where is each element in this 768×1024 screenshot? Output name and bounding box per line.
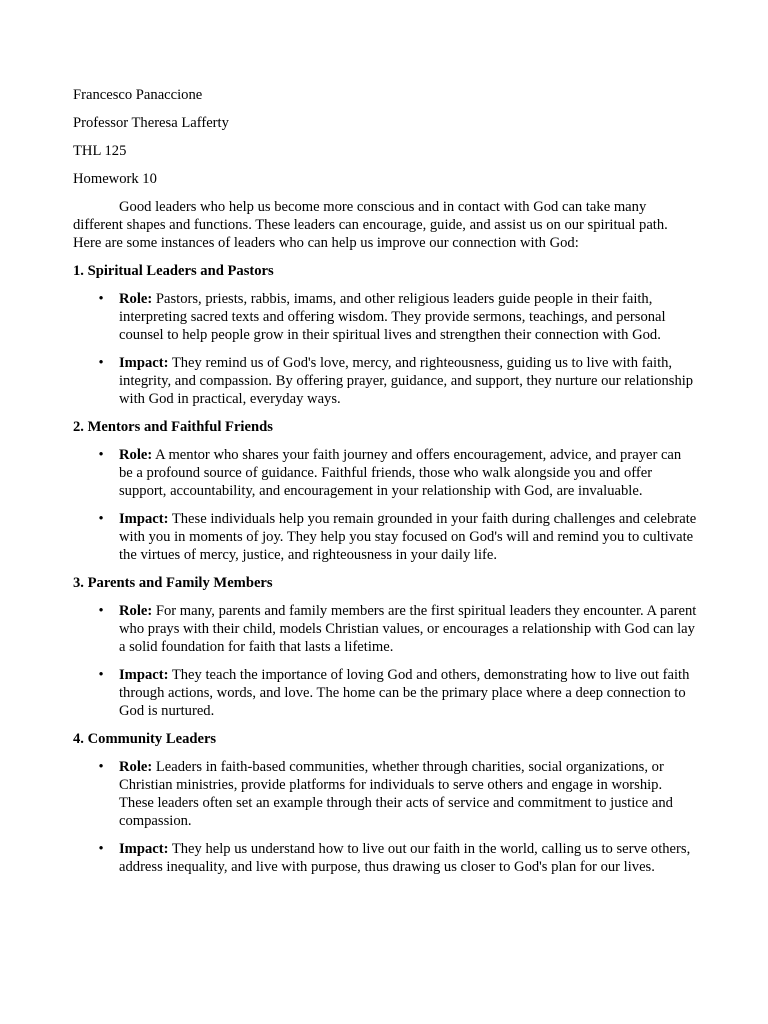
bullet-list <box>73 602 697 720</box>
assignment-title: Homework 10 <box>73 171 157 187</box>
student-name: Francesco Panaccione <box>73 87 203 103</box>
bullet-list <box>73 758 697 876</box>
bullet-term: Role: <box>119 447 153 463</box>
bullet-icon: • <box>98 511 104 527</box>
section-number: 2. <box>73 419 84 435</box>
bullet-text: They remind us of God's love, mercy, and righteousness, guiding us to live with faith, integrity, and compassion. By offering prayer, guidance, and support, they nurture our relationship with God in practical, everyday ways. <box>119 355 694 407</box>
list-item <box>73 354 697 408</box>
document-body <box>73 86 697 886</box>
section-heading <box>73 574 697 592</box>
bullet-list <box>73 290 697 408</box>
bullet-icon: • <box>98 603 104 619</box>
list-item <box>73 510 697 564</box>
course-code: THL 125 <box>73 143 127 159</box>
intro-paragraph: Good leaders who help us become more conscious and in contact with God can take many different shapes and functions. These leaders can encourage, guide, and assist us on our spiritual path. Here are some instances of leaders who can help us improve our connection with God: <box>73 199 668 251</box>
list-item <box>73 446 697 500</box>
list-item <box>73 840 697 876</box>
bullet-icon: • <box>98 841 104 857</box>
section-heading <box>73 262 697 280</box>
bullet-icon: • <box>98 447 104 463</box>
bullet-text: Leaders in faith-based communities, whether through charities, social organizations, or Christian ministries, provide platforms for individuals to serve others and engage in worship. These leaders often set an example through their acts of service and commitment to justice and compassion. <box>119 759 673 829</box>
bullet-term: Impact: <box>119 667 169 683</box>
bullet-term: Role: <box>119 603 153 619</box>
sections-container <box>73 262 697 876</box>
section-title: Parents and Family Members <box>87 575 273 591</box>
bullet-text: They teach the importance of loving God and others, demonstrating how to live out faith through actions, words, and love. The home can be the primary place where a deep connection to God is nurtured. <box>119 667 690 719</box>
bullet-text: For many, parents and family members are the first spiritual leaders they encounter. A parent who prays with their child, models Christian values, or encourages a relationship with God can lay a solid foundation for faith that lasts a lifetime. <box>119 603 697 655</box>
section-heading <box>73 418 697 436</box>
bullet-text: They help us understand how to live out our faith in the world, calling us to serve others, address inequality, and live with purpose, thus drawing us closer to God's plan for our lives. <box>119 841 691 875</box>
section-heading <box>73 730 697 748</box>
bullet-icon: • <box>98 759 104 775</box>
section-title: Community Leaders <box>87 731 217 747</box>
list-item <box>73 758 697 830</box>
list-item <box>73 290 697 344</box>
bullet-text: Pastors, priests, rabbis, imams, and other religious leaders guide people in their faith, interpreting sacred texts and offering wisdom. They provide sermons, teachings, and personal counsel to help people grow in their spiritual lives and strengthen their connection with God. <box>119 291 666 343</box>
bullet-term: Role: <box>119 759 153 775</box>
list-item <box>73 666 697 720</box>
bullet-term: Role: <box>119 291 153 307</box>
section-number: 1. <box>73 263 84 279</box>
section-number: 3. <box>73 575 84 591</box>
section-number: 4. <box>73 731 84 747</box>
bullet-term: Impact: <box>119 511 169 527</box>
bullet-text: These individuals help you remain grounded in your faith during challenges and celebrate with you in moments of joy. They help you stay focused on God's will and remind you to cultivate the virtues of mercy, justice, and righteousness in your daily life. <box>119 511 697 563</box>
list-item <box>73 602 697 656</box>
professor-name: Professor Theresa Lafferty <box>73 115 229 131</box>
bullet-term: Impact: <box>119 355 169 371</box>
bullet-text: A mentor who shares your faith journey and offers encouragement, advice, and prayer can be a profound source of guidance. Faithful friends, those who walk alongside you and offer support, accountability, and encouragement in your relationship with God, are invaluable. <box>119 447 682 499</box>
section-title: Mentors and Faithful Friends <box>87 419 273 435</box>
bullet-icon: • <box>98 667 104 683</box>
section-title: Spiritual Leaders and Pastors <box>87 263 274 279</box>
bullet-term: Impact: <box>119 841 169 857</box>
bullet-icon: • <box>98 355 104 371</box>
bullet-list <box>73 446 697 564</box>
bullet-icon: • <box>98 291 104 307</box>
